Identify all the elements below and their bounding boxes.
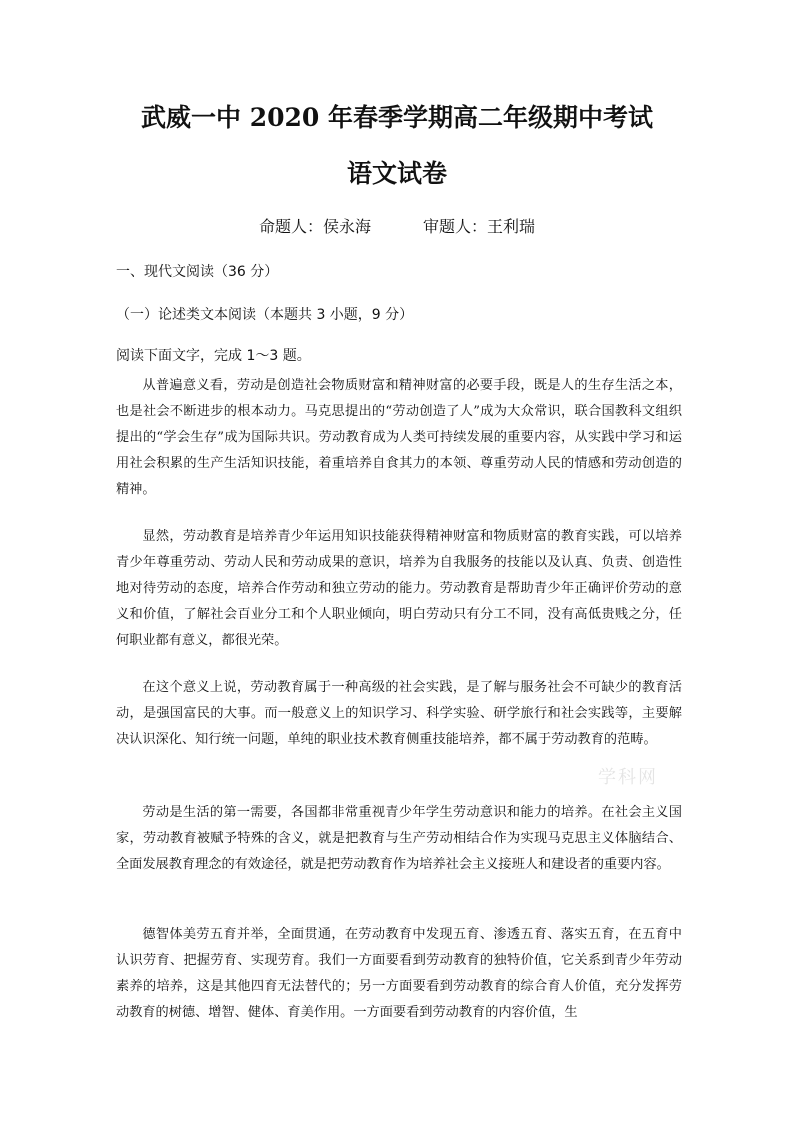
exam-title: 武威一中 2020 年春季学期高二年级期中考试 [141, 103, 653, 132]
subsection-heading: （一）论述类文本阅读（本题共 3 小题，9 分） [116, 307, 414, 323]
passage-paragraph: 从普遍意义看，劳动是创造社会物质财富和精神财富的必要手段，既是人的生存生活之本，也是社会不断进步的根本动力。马克思提出的“劳动创造了人”成为大众常识，联合国教科文组织提出的“学会生存”成为国际共识。劳动教育成为人类可持续发展的重要内容，从实践中学习和运用社会积累的生产生活知识技能，着重培养自食其力的本领、尊重劳动人民的情感和劳动创造的精神。 [116, 378, 682, 497]
passage-paragraph: 显然，劳动教育是培养青少年运用知识技能获得精神财富和物质财富的教育实践，可以培养青少年尊重劳动、劳动人民和劳动成果的意识，培养为自我服务的技能以及认真、负责、创造性地对待劳动的态度，培养合作劳动和独立劳动的能力。劳动教育是帮助青少年正确评价劳动的意义和价值，了解社会百业分工和个人职业倾向，明白劳动只有分工不同，没有高低贵贱之分，任何职业都有意义，都很光荣。 [116, 529, 682, 648]
passage-paragraph: 劳动是生活的第一需要，各国都非常重视青少年学生劳动意识和能力的培养。在社会主义国家，劳动教育被赋予特殊的含义，就是把教育与生产劳动相结合作为实现马克思主义体脑结合、全面发展教育理念的有效途径，就是把劳动教育作为培养社会主义接班人和建设者的重要内容。 [116, 805, 682, 872]
authors-line [0, 214, 794, 237]
watermark: 学科网 [598, 767, 658, 788]
reviewer-name: 审题人：王利瑞 [423, 217, 536, 236]
section-heading: 一、现代文阅读（36 分） [116, 264, 279, 280]
passage-paragraph: 德智体美劳五育并举，全面贯通，在劳动教育中发现五育、渗透五育、落实五育，在五育中认识劳育、把握劳育、实现劳育。我们一方面要看到劳动教育的独特价值，它关系到青少年劳动素养的培养，这是其他四育无法替代的；另一方面要看到劳动教育的综合育人价值，充分发挥劳动教育的树德、增智、健体、育美作用。一方面要看到劳动教育的内容价值，生 [116, 927, 682, 1020]
reading-instruction: 阅读下面文字，完成 1～3 题。 [116, 348, 311, 364]
exam-subtitle: 语文试卷 [346, 159, 447, 188]
setter-name: 命题人：侯永海 [258, 217, 371, 236]
passage-paragraph: 在这个意义上说，劳动教育属于一种高级的社会实践，是了解与服务社会不可缺少的教育活动，是强国富民的大事。而一般意义上的知识学习、科学实验、研学旅行和社会实践等，主要解决认识深化、知行统一问题，单纯的职业技术教育侧重技能培养，都不属于劳动教育的范畴。 [116, 680, 682, 747]
